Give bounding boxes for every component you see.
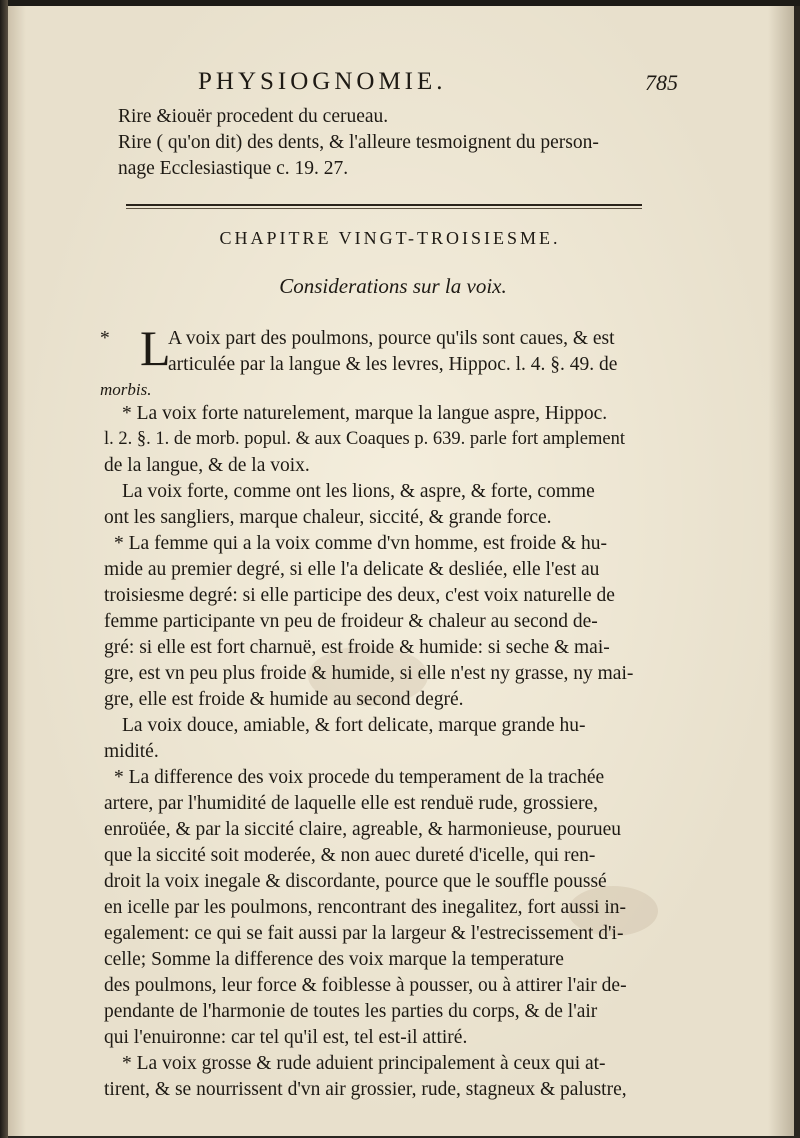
text-line: artere, par l'humidité de laquelle elle est renduë rude, grossiere, bbox=[104, 793, 599, 814]
text-line: troisiesme degré: si elle participe des deux, c'est voix naturelle de bbox=[104, 585, 615, 606]
text-line: celle; Somme la difference des voix marque la temperature bbox=[104, 949, 564, 970]
text-line: femme participante vn peu de froideur & chaleur au second de- bbox=[104, 611, 598, 632]
scan-left-edge bbox=[0, 0, 8, 1138]
text-line: gre, est vn peu plus froide & humide, si elle n'est ny grasse, ny mai- bbox=[104, 663, 634, 684]
text-line: enroüée, & par la siccité claire, agreable, & harmonieuse, pourueu bbox=[104, 819, 622, 840]
intro-line: Rire &iouër procedent du cerueau. bbox=[118, 106, 389, 127]
text-line: des poulmons, leur force & foiblesse à pousser, ou à attirer l'air de- bbox=[104, 975, 627, 996]
text-line: egalement: ce qui se fait aussi par la largeur & l'estrecissement d'i- bbox=[104, 923, 624, 944]
text-line: * La difference des voix procede du temperament de la trachée bbox=[114, 767, 605, 788]
text-line: * La voix forte naturelement, marque la langue aspre, Hippoc. bbox=[122, 403, 608, 424]
text-line: l. 2. §. 1. de morb. popul. & aux Coaques p. 639. parle fort amplement bbox=[104, 429, 625, 449]
text-line: pendante de l'harmonie de toutes les parties du corps, & de l'air bbox=[104, 1001, 598, 1022]
chapter-heading: CHAPITRE VINGT-TROISIESME. bbox=[219, 228, 561, 248]
text-line: La voix forte, comme ont les lions, & aspre, & forte, comme bbox=[122, 481, 595, 502]
drop-cap: L bbox=[140, 320, 171, 376]
text-line: articulée par la langue & les levres, Hippoc. l. 4. §. 49. de bbox=[168, 354, 618, 375]
text-line: La voix douce, amiable, & fort delicate, marque grande hu- bbox=[122, 715, 586, 736]
text-line: droit la voix inegale & discordante, pource que le souffle poussé bbox=[104, 871, 607, 892]
text-line: que la siccité soit moderée, & non auec dureté d'icelle, qui ren- bbox=[104, 845, 596, 866]
text-line: tirent, & se nourrissent d'vn air grossier, rude, stagneux & palustre, bbox=[104, 1079, 627, 1100]
book-page bbox=[8, 6, 794, 1136]
text-line: midité. bbox=[104, 741, 159, 762]
text-line: ont les sangliers, marque chaleur, siccité, & grande force. bbox=[104, 507, 552, 528]
running-head bbox=[198, 68, 678, 104]
text-line: de la langue, & de la voix. bbox=[104, 455, 310, 476]
text-line: A voix part des poulmons, pource qu'ils sont caues, & est bbox=[168, 328, 615, 349]
intro-line: Rire ( qu'on dit) des dents, & l'alleure tesmoignent du person- bbox=[118, 132, 599, 153]
chapter-subtitle: Considerations sur la voix. bbox=[279, 274, 507, 298]
text-line: en icelle par les poulmons, rencontrant des inegalitez, fort aussi in- bbox=[104, 897, 626, 918]
page-number: 785 bbox=[645, 70, 678, 95]
running-head-title: PHYSIOGNOMIE. bbox=[198, 68, 447, 95]
paragraph-marker: * bbox=[100, 328, 110, 349]
text-line: mide au premier degré, si elle l'a delicate & desliée, elle l'est au bbox=[104, 559, 600, 580]
text-line: * La voix grosse & rude aduient principalement à ceux qui at- bbox=[122, 1053, 606, 1074]
intro-line: nage Ecclesiastique c. 19. 27. bbox=[118, 158, 349, 179]
section-rule bbox=[126, 204, 642, 206]
text-line: morbis. bbox=[100, 380, 152, 399]
text-line: * La femme qui a la voix comme d'vn homme, est froide & hu- bbox=[114, 533, 608, 554]
text-line: qui l'enuironne: car tel qu'il est, tel est-il attiré. bbox=[104, 1027, 468, 1048]
text-line: gre, elle est froide & humide au second degré. bbox=[104, 689, 464, 710]
text-line: gré: si elle est fort charnuë, est froide & humide: si seche & mai- bbox=[104, 637, 610, 658]
